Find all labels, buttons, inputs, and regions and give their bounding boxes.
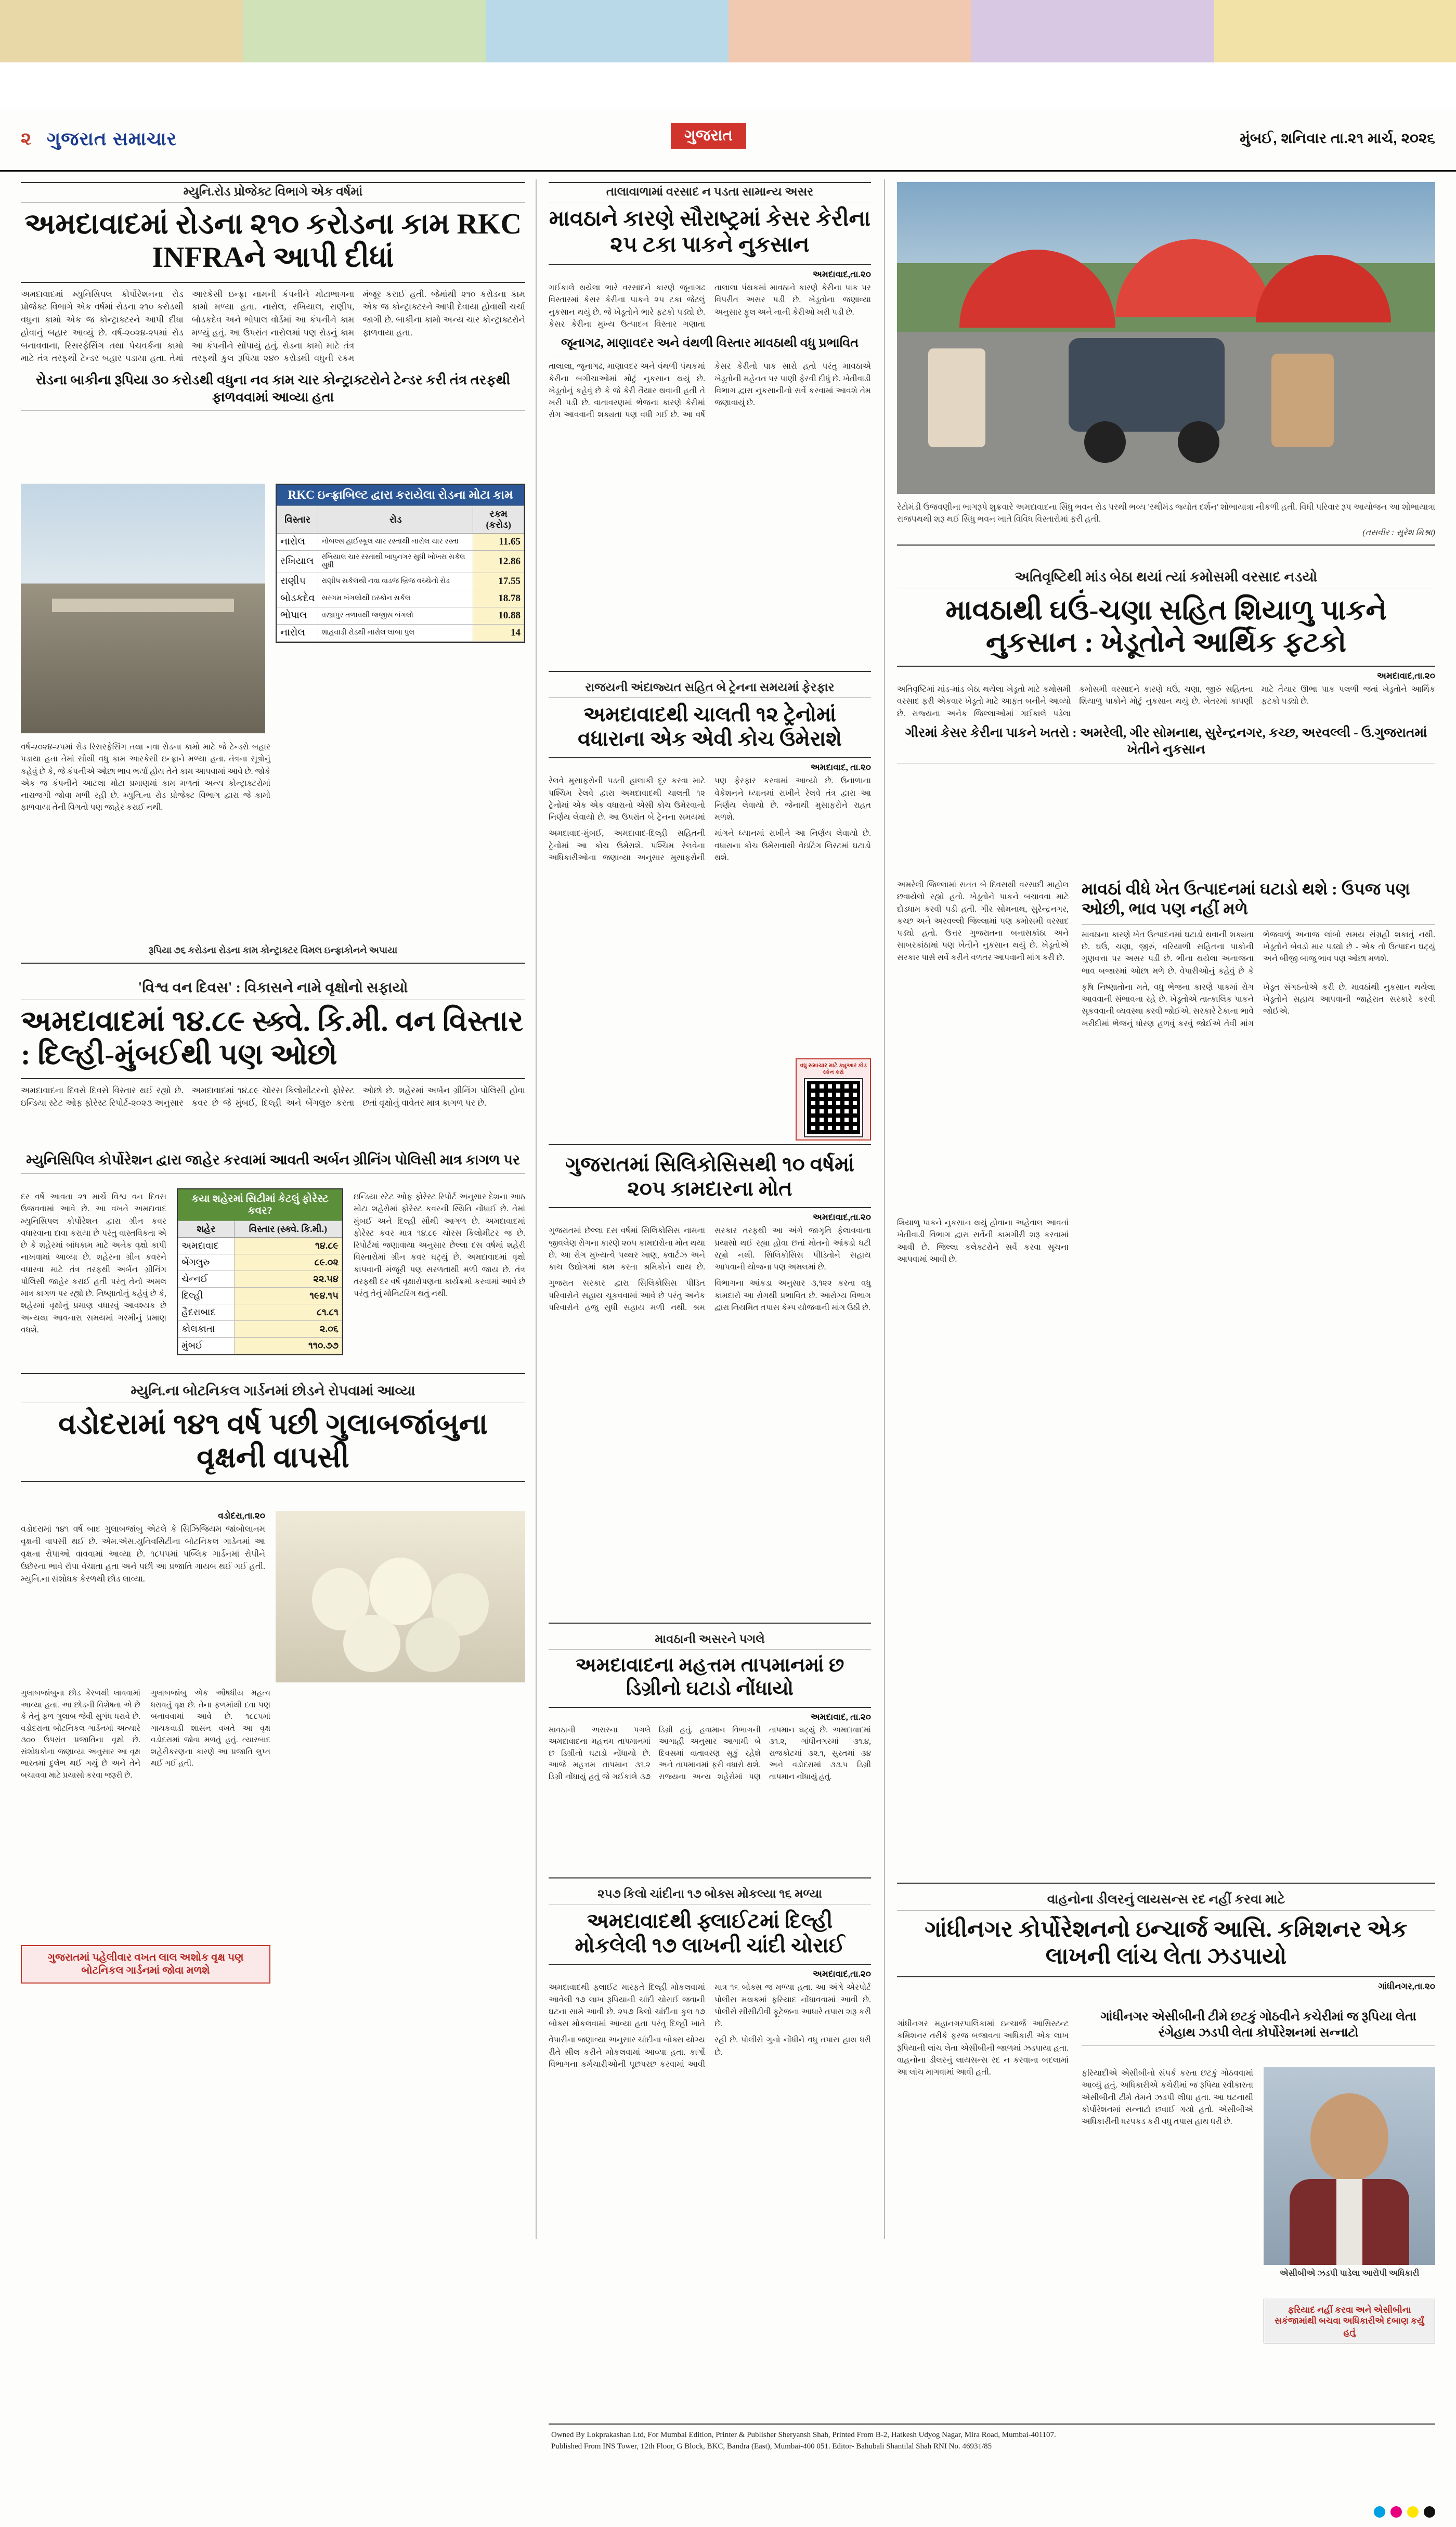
article-body: અતિવૃષ્ટિમાં માંડ-માંડ બેઠા થયેલા ખેડૂતો માટે કમોસમી વરસાદ ફરી એકવાર ખેડૂતો માટે આફત બનીને આવ્યો છે. રાજ્યના અનેક જિલ્લાઓમાં ગઈકાલે પડેલા કમોસમી વરસાદને કારણે ઘઉં, ચણા, જીરું સહિતના શિયાળુ પાકોને મોટું નુકસાન થયું છે. ખેતરમાં કાપણી માટે તૈયાર ઊભા પાક પલળી જતાં ખેડૂતોને આર્થિક ફટકો પડ્યો છે. bbox=[897, 685, 1435, 718]
article-body-continued: ગુજરાત સરકાર દ્વારા સિલિકોસિસ પીડિત પરિવારોને સહાય ચૂકવવામાં આવે છે પરંતુ અનેક પરિવારોને હજુ સુધી સહાય મળી નથી. શ્રમ વિભાગના આંકડા અનુસાર ૩,૧૨૨ કરતા વધુ કામદારો આ રોગથી પ્રભાવિત છે. આરોગ્ય વિભાગ દ્વારા નિયમિત તપાસ કેમ્પ યોજવાની માંગ ઉઠી છે. bbox=[549, 1279, 871, 1312]
byline: અમદાવાદ,તા.૨૦ bbox=[812, 269, 871, 280]
photo-caption: રૂપિયા ૭૬ કરોડના રોડના કામ કોન્ટ્રાક્ટર વિમલ ઇન્ફ્રાકોનને અપાયા bbox=[148, 945, 398, 955]
table-row: બોડકદેવ સરગમ બંગલોથી ઇસ્કોન સર્કલ 18.78 bbox=[277, 590, 524, 607]
article-vadodara-tree bbox=[21, 1381, 525, 1482]
article-headline: અમદાવાદમાં ૧૪.૮૯ સ્ક્વે. કિ.મી. વન વિસ્તાર : દિલ્હી-મુંબઈથી પણ ઓછો bbox=[21, 1005, 524, 1071]
article-body-continued: અમરેલી જિલ્લામાં સતત બે દિવસથી વરસાદી માહોલ છવાયેલો રહ્યો હતો. ખેડૂતોને પાકને બચાવવા માટે દોડધામ કરવી પડી હતી. ગીર સોમનાથ, સુરેન્દ્રનગર, કચ્છ અને અરવલ્લી જિલ્લામાં પણ કમોસમી વરસાદ પડ્યો હતો. ઉત્તર ગુજરાતના બનાસકાંઠા અને સાબરકાંઠામાં પણ ખેતીને નુકસાન થયું છે. ખેડૂતોએ સરકાર પાસે સર્વે કરીને વળતર આપવાની માંગ કરી છે. bbox=[897, 880, 1069, 962]
article-body-continued: કૃષિ નિષ્ણાતોના મતે, વધુ ભેજના કારણે પાકમાં રોગ આવવાની સંભાવના રહે છે. ખેડૂતોએ તાત્કાલિક પાકને સૂકવવાની વ્યવસ્થા કરવી જોઈએ. સરકારે ટેકાના ભાવે ખરીદીમાં ભેજનું ધોરણ હળવું કરવું જોઈએ તેવી માંગ ખેડૂત સંગઠનોએ કરી છે. માવઠાંથી નુકસાન થયેલા ખેડૂતોને સહાય આપવાની જાહેરાત સરકારે કરવી જોઈએ. bbox=[1082, 982, 1435, 1028]
article-bribe bbox=[897, 1890, 1435, 1994]
article-body-continued: ફરિયાદીએ એસીબીનો સંપર્ક કરતા છટકું ગોઠવવામાં આવ્યું હતું. અધિકારીએ કચેરીમાં જ રૂપિયા સ્વીકારતા એસીબીની ટીમે તેમને ઝડપી લીધા હતા. આ ઘટનાથી કોર્પોરેશનમાં સન્નાટો છવાઈ ગયો હતો. એસીબીએ અધિકારીની ધરપકડ કરી વધુ તપાસ હાથ ધરી છે. bbox=[1082, 2069, 1253, 2126]
table bbox=[277, 506, 524, 642]
article-body-continued: દર વર્ષે આવતા ૨૧ માર્ચે વિશ્વ વન દિવસ ઉજવવામાં આવે છે. આ વખતે અમદાવાદ મ્યુનિસિપલ કોર્પોરેશન દ્વારા ગ્રીન કવર વધારવાના દાવા કરાયા છે પરંતુ વાસ્તવિકતા એ છે કે શહેરમાં બાંધકામ માટે અનેક વૃક્ષો કાપી નાખવામાં આવ્યા છે. શહેરના ગ્રીન કવરને વધારવા માટે તંત્ર તરફથી અર્બન ગ્રીનિંગ પોલિસી જાહેર કરાઈ હતી પરંતુ તેનો અમલ માત્ર કાગળ પર રહ્યો છે. નિષ્ણાતોનું કહેવું છે કે, શહેરમાં વૃક્ષોનું પ્રમાણ વધારવું આવશ્યક છે અન્યથા આવનારા સમયમાં ગરમીનું પ્રમાણ વધશે. bbox=[21, 1193, 166, 1334]
column-rule bbox=[536, 179, 537, 2239]
table bbox=[178, 1221, 342, 1354]
registration-dots bbox=[1374, 2506, 1435, 2518]
article-body-continued-2: ગુલાબજાંબુ એક ઔષધીય મહત્વ ધરાવતું વૃક્ષ છે. તેના ફળમાંથી દવા પણ બનાવવામાં આવે છે. ૧૮૮૫માં ગાયકવાડી શાસન વખતે આ વૃક્ષ વડોદરામાં જોવા મળતું હતું. ત્યારબાદ શહેરીકરણના કારણે આ પ્રજાતિ લુપ્ત થઈ ગઈ હતી. bbox=[151, 1689, 270, 1768]
procession-photo bbox=[897, 182, 1435, 494]
qr-block[interactable] bbox=[796, 1058, 871, 1141]
article-body: અમદાવાદથી ફ્લાઈટ મારફતે દિલ્હી મોકલવામાં આવેલી ૧૭ લાખ રૂપિયાની ચાંદી ચોરાઈ જવાની ઘટના સામે આવી છે. ૨૫૭ કિલો ચાંદીના કુલ ૧૭ બોક્સ મોકલવામાં આવ્યા હતા પરંતુ દિલ્હી ખાતે માત્ર ૧૬ બોક્સ જ મળ્યા હતા. આ અંગે એરપોર્ટ પોલીસ મથકમાં ફરિયાદ નોંધાવવામાં આવી છે. પોલીસે સીસીટીવી ફૂટેજના આધારે તપાસ શરૂ કરી છે. bbox=[549, 1983, 871, 2029]
table-row: રખિયાલ રખિયાલ ચાર રસ્તાથી બાપુનગર સુધી ખોખરા સર્કલ સુધી 12.86 bbox=[277, 551, 524, 573]
article-subhead: મ્યુનિસિપિલ કોર્પોરેશન દ્વારા જાહેર કરવામાં આવતી અર્બન ગ્રીનિંગ પોલિસી માત્ર કાગળ પર bbox=[26, 1151, 520, 1168]
page-number: ૨ bbox=[21, 129, 31, 149]
article-kicker: રાજયની અંદાજ્યત સહિત બે ટ્રેનના સમયમાં ફેરફાર bbox=[585, 681, 835, 694]
article-body: અમદાવાદના દિવસે દિવસે વિસ્તાર થઈ રહ્યો છે. ઇન્ડિયા સ્ટેટ ઓફ ફોરેસ્ટ રિપોર્ટ-૨૦૨૩ અનુસાર અમદાવાદમાં ૧૪.૮૯ ચોરસ કિલોમીટરનો ફોરેસ્ટ કવર છે જે મુંબઈ, દિલ્હી અને બેંગલુરુ કરતા ઓછો છે. શહેરમાં અર્બન ગ્રીનિંગ પોલિસી હોવા છતાં વૃક્ષોનું વાવેતર માત્ર કાગળ પર છે. bbox=[21, 1085, 525, 1108]
color-calibration-strip bbox=[0, 0, 1456, 109]
table-row: બેંગલુરુ ૮૯.૦૨ bbox=[178, 1254, 342, 1271]
article-temperature bbox=[549, 1630, 871, 1783]
article-kicker: માવઠાની અસરને પગલે bbox=[655, 1632, 765, 1645]
table-row: રાણીપ રાણીપ સર્કલથી નવા વાડજ બ્રિજ વચ્ચેનો રોડ 17.55 bbox=[277, 573, 524, 590]
byline: ગાંધીનગર,તા.૨૦ bbox=[1378, 1981, 1435, 1991]
article-body-continued: તાલાલા, જૂનાગઢ, માણાવદર અને વંથળી પંથકમાં કેરીના બગીચાઓમાં મોટું નુકસાન થયું છે. ખેડૂતોનું કહેવું છે કે જે કેરી તૈયાર થવાની હતી તે ખરી પડી છે. વાતાવરણમાં ભેજના કારણે કેરીમાં રોગ આવવાની શક્યતા પણ વધી ગઈ છે. આ વર્ષે કેસર કેરીનો પાક સારો હતો પરંતુ માવઠાએ ખેડૂતોની મહેનત પર પાણી ફેરવી દીધું છે. ખેતીવાડી વિભાગ દ્વારા નુકસાનીનો સર્વે કરવામાં આવશે તેમ જણાવાયું છે. bbox=[549, 362, 871, 420]
article-kicker: તાલાવાળામાં વરસાદ ન પડતા સામાન્ય અસર bbox=[606, 185, 814, 198]
article-body-continued: અમદાવાદ-મુંબઈ, અમદાવાદ-દિલ્હી સહિતની ટ્રેનોમાં આ કોચ ઉમેરાશે. પશ્ચિમ રેલવેના અધિકારીઓના જણાવ્યા અનુસાર મુસાફરોની માંગને ધ્યાનમાં રાખીને આ નિર્ણય લેવાયો છે. વધારાના કોચ ઉમેરાવાથી વેઇટિંગ લિસ્ટમાં ઘટાડો થશે. bbox=[549, 829, 871, 862]
article-body: ગઈકાલે થયેલા ભારે વરસાદને કારણે જૂનાગઢ વિસ્તારમાં કેસર કેરીના પાકને ૨૫ ટકા જેટલું નુકસાન થયું છે. જે ખેડૂતોને ભારે ફટકો પડ્યો છે. કેસર કેરીના મુખ્ય ઉત્પાદન વિસ્તાર ગણાતા તાલાલા પંથકમાં માવઠાને કારણે કેરીના પાક પર વિપરીત અસર પડી છે. ખેડૂતોના જણાવ્યા અનુસાર ફૂલ અને નાની કેરીઓ ખરી પડી છે. bbox=[549, 283, 871, 329]
article-kicker: 'વિશ્વ વન દિવસ' : વિકાસને નામે વૃક્ષોનો સફાયો bbox=[138, 980, 408, 996]
article-silver-theft bbox=[549, 1885, 871, 2070]
byline: અમદાવાદ,તા.૨૦ bbox=[812, 1212, 871, 1223]
article-headline: અમદાવાદથી ચાલતી ૧૨ ટ્રેનોમાં વધારાના એક એવી કોચ ઉમેરાશે bbox=[578, 703, 842, 751]
article-headline: અમદાવાદમાં રોડના ૨૧૦ કરોડના કામ RKC INFRAને આપી દીધાં bbox=[24, 208, 522, 274]
accused-officer-photo bbox=[1264, 2067, 1435, 2265]
table-row: હૈદરાબાદ ૮૧.૮૧ bbox=[178, 1304, 342, 1321]
forest-cover-table bbox=[177, 1188, 343, 1355]
th-amount: રકમ (કરોડ) bbox=[473, 506, 524, 534]
rkc-works-table bbox=[276, 484, 525, 643]
article-silicosis bbox=[549, 1152, 871, 1314]
imprint-line-2: Published From INS Tower, 12th Floor, G Block, BKC, Bandra (East), Mumbai-400 051. Editor- Bahubali Shantilal Shah RNI No. 46931/85 bbox=[551, 2442, 992, 2451]
article-body: વડોદરામાં ૧૪૧ વર્ષ બાદ ગુલાબજાંબુ એટલે કે સિઝિજિયમ જાંબોલાનમ વૃક્ષની વાપસી થઈ છે. એમ.એસ.યુનિવર્સિટીના બોટનિકલ ગાર્ડનમાં આ વૃક્ષના રોપાઓ વાવવામાં આવ્યા છે. ૧૮૫૫માં પબ્લિક ગાર્ડનમાં રોપીને ઉછેરના ભાવે રોપા વેચાતા હતા અને પછી આ પ્રજાતિ ગાયબ થઈ ગઈ હતી. મ્યુનિ.ના સંશોધક કેરળથી છોડ લાવ્યા. bbox=[21, 1525, 265, 1584]
article-body: માવઠાના કારણે ખેત ઉત્પાદનમાં ઘટાડો થવાની શક્યતા છે. ઘઉં, ચણા, જીરું, વરિયાળી સહિતના પાકોની ગુણવત્તા પર અસર પડી છે. ભીના થયેલા અનાજના ભાવ બજારમાં ઓછા મળે છે. વેપારીઓનું કહેવું છે કે ભેજવાળું અનાજ લાંબો સમય સંગ્રહી શકાતું નથી. ખેડૂતોને બેવડો માર પડ્યો છે - એક તો ઉત્પાદન ઘટ્યું અને બીજી બાજુ ભાવ પણ ઓછા મળશે. bbox=[1082, 930, 1435, 976]
article-roads bbox=[21, 182, 525, 411]
th-area: વિસ્તાર bbox=[277, 506, 318, 534]
article-headline: ગુજરાતમાં સિલિકોસિસથી ૧૦ વર્ષમાં ૨૦૫ કામદારના મોત bbox=[565, 1152, 854, 1201]
highlight-box: ગુજરાતમાં પહેલીવાર વખત લાલ અશોક વૃક્ષ પણ બોટનિકલ ગાર્ડનમાં જોવા મળશે bbox=[21, 1945, 270, 1984]
qr-note: વધુ સમાચાર માટે ક્યુઆર કોડ સ્કેન કરો bbox=[800, 1062, 867, 1076]
pullquote-box: ફરિયાદ નહીં કરવા અને એસીબીના સકંજામાંથી બચવા અધિકારીએ દબાણ કર્યું હતું bbox=[1264, 2299, 1435, 2343]
article-body: માવઠાની અસરના પગલે અમદાવાદના મહત્તમ તાપમાનમાં છ ડિગ્રીનો ઘટાડો નોંધાયો છે. આજે મહત્તમ તાપમાન ૩૧.૨ ડિગ્રી નોંધાયું હતું જે ગઈકાલે ૩૭ ડિગ્રી હતું. હવામાન વિભાગની આગાહી અનુસાર આગામી બે દિવસમાં વાતાવરણ સૂકું રહેશે અને તાપમાનમાં ફરી વધારો થશે. રાજ્યના અન્ય શહેરોમાં પણ તાપમાન ઘટ્યું છે. અમદાવાદમાં ૩૧.૨, ગાંધીનગરમાં ૩૧.૪, રાજકોટમાં ૩૨.૧, સુરતમાં ૩૪ અને વડોદરામાં ૩૩.૫ ડિગ્રી તાપમાન નોંધાયું હતું. bbox=[549, 1726, 871, 1781]
byline: અમદાવાદ,તા.૨૦ bbox=[1376, 671, 1435, 681]
article-body: ગુજરાતમાં છેલ્લા દસ વર્ષમાં સિલિકોસિસ નામના જીવલેણ રોગના કારણે ૨૦૫ કામદારોના મોત થયા છે. આ રોગ મુખ્યત્વે પથ્થર ખાણ, ક્વાર્ટઝ અને કાચ ઉદ્યોગમાં કામ કરતા શ્રમિકોને થાય છે. સરકાર તરફથી આ અંગે જાગૃતિ ફેલાવવાના પ્રયાસો થઈ રહ્યા હોવા છતાં મોતનો આંકડો ઘટી રહ્યો નથી. સિલિકોસિસ પીડિતોને સહાય આપવાની યોજના પણ અમલમાં છે. bbox=[549, 1226, 871, 1272]
byline: અમદાવાદ, તા.૨૦ bbox=[810, 1712, 871, 1722]
th-area: વિસ્તાર (સ્ક્વે. કિ.મી.) bbox=[234, 1221, 342, 1238]
rose-apple-fruit-photo bbox=[276, 1511, 525, 1682]
article-train-coaches bbox=[549, 679, 871, 864]
byline: વડોદરા,તા.૨૦ bbox=[218, 1511, 265, 1521]
byline: અમદાવાદ, તા.૨૦ bbox=[810, 762, 871, 773]
byline: અમદાવાદ,તા.૨૦ bbox=[812, 1969, 871, 1979]
section-tag: ગુજરાત bbox=[671, 123, 746, 149]
photo-caption: રેટોમંડી ઉજવણીના ભાગરૂપે શુક્રવારે અમદાવાદના સિંધુ ભવન રોડ પરથી ભવ્ય 'રથીમંડ જ્યોત દર્શન' શોભાયાત્રા નીકળી હતી. વિધી પરિવાર રૂપ આયોજન આ શોભાયાત્રા રાજપથથી શરૂ થઈ સિંધુ ભવન ખાતે વિવિધ વિસ્તારોમાં ફરી હતી. bbox=[897, 503, 1435, 524]
article-headline: માવઠાં વીધે ખેત ઉત્પાદનમાં ઘટાડો થશે : ઉપજ પણ ઓછી, ભાવ પણ નહીં મળે bbox=[1082, 879, 1410, 918]
article-mango-damage bbox=[549, 182, 871, 421]
article-kicker: મ્યુનિ.રોડ પ્રોજેક્ટ વિભાગે એક વર્ષમાં bbox=[183, 185, 363, 199]
th-road: રોડ bbox=[318, 506, 473, 534]
article-forest-cover bbox=[21, 978, 525, 1174]
article-body-continued: વર્ષ-૨૦૨૪-૨૫માં રોડ રિસરફેસિંગ તથા નવા રોડના કામો માટે જે ટેન્ડરો બહાર પડાયા હતા તેમાં સૌથી વધુ કામ આરકેસી ઇન્ફ્રાને મળ્યા હતા. તંત્રના સૂત્રોનું કહેવું છે કે, જે કંપનીએ ઓછા ભાવ ભર્યા હોય તેને કામ આપવામાં આવે છે. જોકે એક જ કંપનીને આટલા મોટા પ્રમાણમાં કામ મળતાં અન્ય કોન્ટ્રાક્ટરોમાં નારાજગી જોવા મળી રહી છે. મ્યુનિ.ના રોડ પ્રોજેક્ટ વિભાગ દ્વારા જે કામો ફાળવાયા તેની વિગતો પણ જાહેર કરાઈ નથી. bbox=[21, 743, 270, 812]
article-headline: ગાંધીનગર કોર્પોરેશનનો ઇન્ચાર્જ આસિ. કમિશનર એક લાખની લાંચ લેતા ઝડપાયો bbox=[925, 1916, 1408, 1969]
table-title: કયા શહેરમાં સિટીમાં કેટલું ફોરેસ્ટ કવર? bbox=[178, 1189, 342, 1221]
article-body: ગાંધીનગર મહાનગરપાલિકામાં ઇન્ચાર્જ આસિસ્ટન્ટ કમિશનર તરીકે ફરજ બજાવતા અધિકારી એક લાખ રૂપિયાની લાંચ લેતા એસીબીની જાળમાં ઝડપાયા હતા. વાહનોના ડીલરનું લાયસન્સ રદ ન કરવાના બદલામાં આ લાંચ માગવામાં આવી હતી. bbox=[897, 2019, 1069, 2077]
article-subhead: જૂનાગઢ, માણાવદર અને વંથળી વિસ્તાર માવઠાથી વધુ પ્રભાવિત bbox=[561, 336, 859, 351]
qr-code-icon[interactable] bbox=[805, 1079, 862, 1136]
article-subhead: ગાંધીનગર એસીબીની ટીમે છટકું ગોઠવીને કચેરીમાં જ રૂપિયા લેતા રંગેહાથ ઝડપી લેતા કોર્પોરેશનમાં સન્નાટો bbox=[1100, 2010, 1416, 2040]
table-row: અમદાવાદ ૧૪.૮૯ bbox=[178, 1238, 342, 1254]
article-crop-damage bbox=[897, 567, 1435, 763]
article-body: રેલવે મુસાફરોની પડતી હાલાકી દૂર કરવા માટે પશ્ચિમ રેલવે દ્વારા અમદાવાદથી ચાલતી ૧૨ ટ્રેનોમાં એક એક વધારાનો એસી કોચ ઉમેરવાનો નિર્ણય લેવાયો છે. આ ઉપરાંત બે ટ્રેનના સમયમાં પણ ફેરફાર કરવામાં આવ્યો છે. ઉનાળાના વેકેશનને ધ્યાનમાં રાખીને રેલવે તંત્ર દ્વારા આ નિર્ણય લેવાયો છે. જેનાથી મુસાફરોને રાહત મળશે. bbox=[549, 776, 871, 822]
column-rule bbox=[884, 179, 885, 2239]
article-headline: વડોદરામાં ૧૪૧ વર્ષ પછી ગુલાબજાંબુના વૃક્ષની વાપસી bbox=[58, 1408, 488, 1474]
table-row: ભોપાલ વસ્ત્રાપુર તળાવથી જજીસ બંગલો 10.88 bbox=[277, 607, 524, 625]
road-construction-photo bbox=[21, 484, 265, 733]
article-headline: અમદાવાદના મહત્તમ તાપમાનમાં છ ડિગ્રીનો ઘટાડો નોંધાયો bbox=[575, 1654, 844, 1700]
photo-credit: (તસવીર : સુરેશ મિશ્રા) bbox=[1362, 528, 1435, 538]
article-kicker: વાહનોના ડીલરનું લાયસન્સ રદ નહીં કરવા માટે bbox=[1047, 1893, 1285, 1907]
article-body-continued: ગુલાબજાંબુના છોડ કેરળથી લાવવામાં આવ્યા હતા. આ છોડની વિશેષતા એ છે કે તેનું ફળ ગુલાબ જેવી સુગંધ ધરાવે છે. વડોદરાના બોટનિકલ ગાર્ડનમાં અત્યારે ૩૦૦ ઉપરાંત પ્રજાતિના વૃક્ષો છે. સંશોધકોના જણાવ્યા અનુસાર આ વૃક્ષ ભારતમાં દુર્લભ થઈ ગયું છે અને તેને બચાવવા માટે પ્રયાસો કરવા જરૂરી છે. bbox=[21, 1689, 140, 1780]
photo-caption: એસીબીએ ઝડપી પાડેલા આરોપી અધિકારી bbox=[1279, 2269, 1420, 2278]
article-kicker: અતિવૃષ્ટિથી માંડ બેઠા થયાં ત્યાં કમોસમી વરસાદ નડયો bbox=[1015, 569, 1318, 585]
table-row: નારોલ નોબલ્સ હાઈસ્કૂલ ચાર રસ્તાથી નારોલ ચાર રસ્તા 11.65 bbox=[277, 534, 524, 551]
article-kicker: મ્યુનિ.ના બોટનિકલ ગાર્ડનમાં છોડને રોપવામાં આવ્યા bbox=[131, 1383, 415, 1398]
article-headline: માવઠાને કારણે સૌરાષ્ટ્રમાં કેસર કેરીના ૨૫ ટકા પાકને નુકસાન bbox=[549, 207, 871, 257]
table-row: મુંબઈ ૧૧૦.૭૭ bbox=[178, 1338, 342, 1354]
article-headline: અમદાવાદથી ફ્લાઈટમાં દિલ્હી મોકલેલી ૧૭ લાખની ચાંદી ચોરાઈ bbox=[575, 1909, 845, 1958]
article-yield-drop bbox=[1082, 879, 1435, 1030]
article-body-continued-2: શિયાળુ પાકને નુકસાન થયું હોવાના અહેવાલ આવતાં ખેતીવાડી વિભાગ દ્વારા સર્વેની કામગીરી શરૂ કરવામાં આવી છે. જિલ્લા કલેક્ટરોને સર્વે કરવા સૂચના આપવામાં આવી છે. bbox=[897, 1219, 1069, 1264]
table-row: કોલકાતા ૨.૦૬ bbox=[178, 1321, 342, 1338]
th-city: શહેર bbox=[178, 1221, 235, 1238]
article-body-continued: વેપારીના જણાવ્યા અનુસાર ચાંદીના બોક્સ યોગ્ય રીતે સીલ કરીને મોકલવામાં આવ્યા હતા. કાર્ગો વિભાગના કર્મચારીઓની પૂછપરછ કરવામાં આવી રહી છે. પોલીસે ગુનો નોંધીને વધુ તપાસ હાથ ધરી છે. bbox=[549, 2036, 871, 2069]
article-subhead: ગીરમાં કેસર કેરીના પાકને ખતરો : અમરેલી, ગીર સોમનાથ, સુરેન્દ્રનગર, કચ્છ, અરવલ્લી - ઉ.ગુજરાતમાં ખેતીને નુકસાન bbox=[905, 725, 1427, 757]
article-kicker: ૨૫૭ કિલો ચાંદીના ૧૭ બોક્સ મોકલ્યા ૧૬ મળ્યા bbox=[597, 1887, 822, 1900]
table-row: દિલ્હી ૧૯૪.૧૫ bbox=[178, 1288, 342, 1304]
table-row: નારોલ શાહવાડી રોડથી નારોલ લાંબા પુલ 14 bbox=[277, 625, 524, 642]
imprint-line-1: Owned By Lokprakashan Ltd, For Mumbai Edition, Printer & Publisher Sheryansh Shah, Printed From B-2, Hatkesh Udyog Nagar, Mira Road, Mumbai-401107. bbox=[551, 2431, 1056, 2439]
article-headline: માવઠાથી ઘઉં-ચણા સહિત શિયાળુ પાકને નુકસાન : ખેડૂતોને આર્થિક ફટકો bbox=[945, 594, 1387, 658]
dateline: મુંબઈ, શનિવાર તા.૨૧ માર્ચ, ૨૦૨૬ bbox=[1240, 130, 1435, 146]
article-sidebody: ઇન્ડિયા સ્ટેટ ઓફ ફોરેસ્ટ રિપોર્ટ અનુસાર દેશના આઠ મોટા શહેરોમાં ફોરેસ્ટ કવરની સ્થિતિ નોંધાઈ છે. તેમાં મુંબઈ અને દિલ્હી સૌથી આગળ છે. અમદાવાદમાં ફોરેસ્ટ કવર માત્ર ૧૪.૮૯ ચોરસ કિલોમીટર જ છે. રિપોર્ટમાં જણાવાયા અનુસાર છેલ્લા દસ વર્ષમાં શહેરી વિસ્તારોમાં ગ્રીન કવર ઘટ્યું છે. અમદાવાદમાં વૃક્ષો કાપવાની મંજૂરી પણ સરળતાથી મળી જાય છે. તંત્ર તરફથી દર વર્ષે વૃક્ષારોપણના કાર્યક્રમો કરવામાં આવે છે પરંતુ તેનું મોનિટરિંગ થતું નથી. bbox=[354, 1193, 525, 1298]
table-row: ચેન્નઈ ૨૨.૫૪ bbox=[178, 1271, 342, 1288]
article-body: અમદાવાદમાં મ્યુનિસિપલ કોર્પોરેશનના રોડ પ્રોજેક્ટ વિભાગે એક વર્ષમાં રોડના ૨૧૦ કરોડથી વધુના કામો એક જ કોન્ટ્રાક્ટરને આપી દીધા હોવાનું બહાર આવ્યું છે. વર્ષ-૨૦૨૪-૨૫માં રોડ બનાવવાના, રિસરફેસિંગ તથા પેચવર્કના કામો માટે તંત્ર તરફથી ટેન્ડર બહાર પડાયા હતા. તેમાં આરકેસી ઇન્ફ્રા નામની કંપનીને મોટાભાગના કામો મળ્યા હતા. નારોલ, રખિયાલ, રાણીપ, બોડકદેવ અને ભોપાલ વોર્ડમાં આ કંપનીને કામ મળ્યું હતું. આ ઉપરાંત નારોલમાં પણ રોડનું કામ આ કંપનીને સોંપાયું હતું. રોડના કામો માટે તંત્ર તરફથી કુલ રૂપિયા ૨૪૦ કરોડથી વધુની રકમ મંજૂર કરાઈ હતી. જેમાંથી ૨૧૦ કરોડના કામ એક જ કોન્ટ્રાક્ટરને આપી દેવાયા હોવાથી ચર્ચા જાગી છે. બાકીના કામો અન્ય ચાર કોન્ટ્રાક્ટરોને ફાળવાયા હતા. bbox=[21, 289, 525, 364]
table-title: RKC ઇન્ફ્રાબિલ્ટ દ્વારા કરાયેલા રોડના મોટા કામ bbox=[277, 485, 524, 506]
paper-name: ગુજરાત સમાચાર bbox=[47, 128, 177, 149]
article-subhead: રોડના બાકીના રૂપિયા ૩૦ કરોડથી વધુના નવ કામ ચાર કોન્ટ્રાક્ટરોને ટેન્ડર કરી તંત્ર તરફથી ફાળવવામાં આવ્યા હતા bbox=[35, 372, 511, 405]
